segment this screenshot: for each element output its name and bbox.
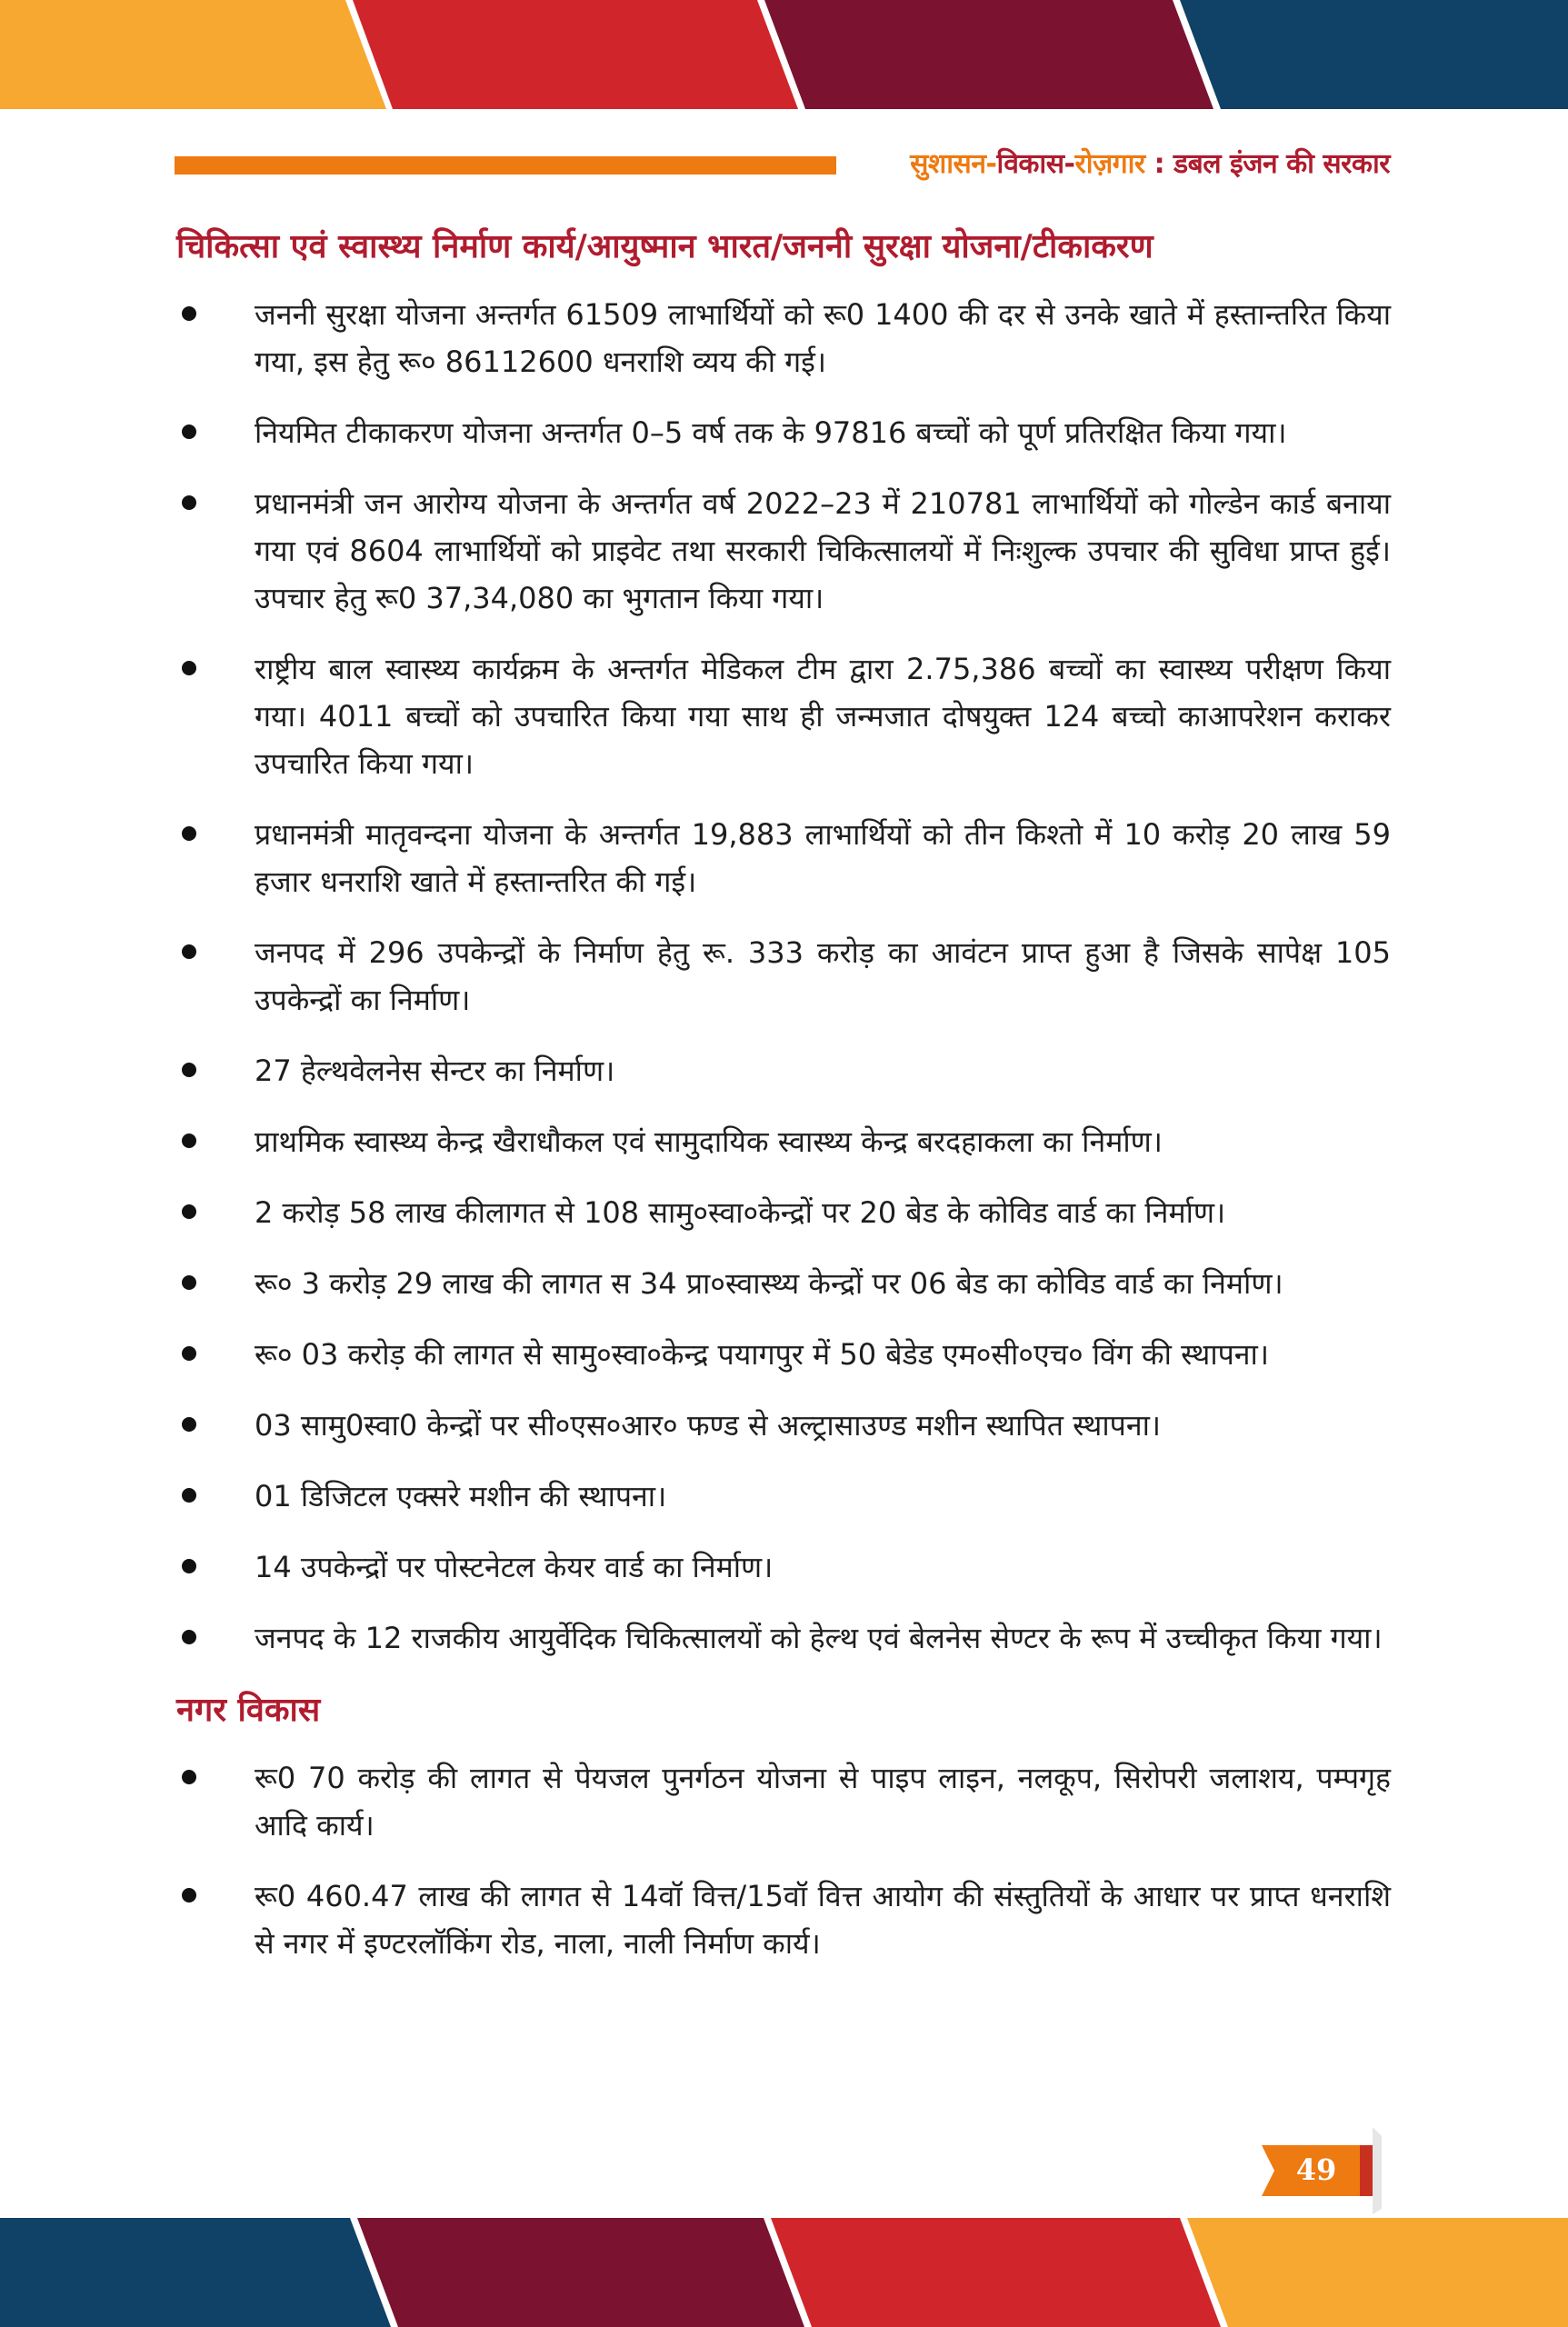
list-item-text: रू0 70 करोड़ की लागत से पेयजल पुनर्गठन योजना से पाइप लाइन, नलकूप, सिरोपरी जलाशय, पम्पगृह आदि कार्य। [255, 1761, 1391, 1843]
list-item [176, 1118, 1391, 1165]
header-tag-part-4: : डबल इंजन की सरकार [1144, 148, 1390, 180]
list-item [176, 291, 1391, 385]
list-item-text: 27 हेल्थवेलनेस सेन्टर का निर्माण। [255, 1054, 615, 1088]
header-tagline [910, 144, 1390, 181]
bullet-icon [182, 661, 196, 675]
health-bullet-list [176, 291, 1391, 1662]
bullet-icon [182, 944, 196, 959]
bullet-icon [182, 424, 196, 439]
list-item-text: रू0 460.47 लाख की लागत से 14वॉ वित्त/15वॉ वित्त आयोग की संस्तुतियों के आधार पर प्राप्त धनराशि से नगर में इण्टरलॉकिंग रोड, नाला, नाली निर्माण कार्य। [255, 1879, 1391, 1961]
bullet-icon [182, 1559, 196, 1573]
list-item [176, 480, 1391, 622]
list-item [176, 1047, 1391, 1094]
bullet-icon [182, 1770, 196, 1784]
list-item [176, 645, 1391, 787]
list-item [176, 1614, 1391, 1662]
list-item [176, 929, 1391, 1024]
list-item-text: 03 सामु0स्वा0 केन्द्रों पर सी०एस०आर० फण्ड से अल्ट्रासाउण्ड मशीन स्थापित स्थापना। [255, 1408, 1162, 1443]
bullet-icon [182, 1275, 196, 1290]
list-item [176, 811, 1391, 905]
header-tag-part-2: विकास- [996, 148, 1075, 180]
list-item-text: रू० 03 करोड़ की लागत से सामु०स्वा०केन्द्र पयागपुर में 50 बेडेड एम०सी०एच० विंग की स्थापना। [255, 1337, 1269, 1372]
header-tag-part-3: रोज़गार [1074, 148, 1145, 180]
urban-bullet-list [176, 1754, 1391, 1967]
bullet-icon [182, 1204, 196, 1219]
list-item-text: प्रधानमंत्री मातृवन्दना योजना के अन्तर्गत 19,883 लाभार्थियों को तीन किश्तो में 10 करोड़ 20 लाख 59 हजार धनराशि खाते में हस्तान्तरित की गई। [255, 817, 1391, 899]
bullet-icon [182, 1134, 196, 1148]
page-content [176, 224, 1391, 1991]
top-color-band [0, 0, 1568, 109]
list-item-text: 01 डिजिटल एक्सरे मशीन की स्थापना। [255, 1479, 667, 1513]
bottom-color-band [0, 2218, 1568, 2327]
list-item-text: जनपद के 12 राजकीय आयुर्वेदिक चिकित्सालयों को हेल्थ एवं बेलनेस सेण्टर के रूप में उच्चीकृत किया गया। [255, 1621, 1383, 1655]
bullet-icon [182, 495, 196, 510]
list-item-text: राष्ट्रीय बाल स्वास्थ्य कार्यक्रम के अन्तर्गत मेडिकल टीम द्वारा 2.75,386 बच्चों का स्वास्थ्य परीक्षण किया गया। 4011 बच्चों को उपचारित किया गया साथ ही जन्मजात दोषयुक्त 124 बच्चो काआपरेशन कराकर उपचारित किया गया। [255, 652, 1391, 781]
list-item [176, 1402, 1391, 1449]
section-heading-health: चिकित्सा एवं स्वास्थ्य निर्माण कार्य/आयुष्मान भारत/जननी सुरक्षा योजना/टीकाकरण [176, 228, 1154, 265]
header-rule [175, 156, 836, 175]
list-item [176, 1873, 1391, 1967]
section-heading-urban-development: नगर विकास [176, 1692, 321, 1729]
list-item [176, 1189, 1391, 1236]
list-item-text: 14 उपकेन्द्रों पर पोस्टनेटल केयर वार्ड का निर्माण। [255, 1550, 774, 1584]
list-item [176, 1543, 1391, 1591]
bullet-icon [182, 1063, 196, 1077]
list-item [176, 1754, 1391, 1849]
list-item-text: नियमित टीकाकरण योजना अन्तर्गत 0–5 वर्ष तक के 97816 बच्चों को पूर्ण प्रतिरक्षित किया गया। [255, 415, 1287, 450]
bullet-icon [182, 1630, 196, 1644]
bullet-icon [182, 1888, 196, 1903]
header-tag-part-1: सुशासन- [910, 148, 997, 180]
page-number: 49 [1295, 2152, 1337, 2187]
list-item-text: 2 करोड़ 58 लाख कीलागत से 108 सामु०स्वा०केन्द्रों पर 20 बेड के कोविड वार्ड का निर्माण। [255, 1195, 1226, 1230]
list-item-text: जननी सुरक्षा योजना अन्तर्गत 61509 लाभार्थियों को रू0 1400 की दर से उनके खाते में हस्तान्तरित किया गया, इस हेतु रू० 86112600 धनराशि व्यय की गई। [255, 297, 1391, 379]
list-item-text: जनपद में 296 उपकेन्द्रों के निर्माण हेतु रू. 333 करोड़ का आवंटन प्राप्त हुआ है जिसके सापेक्ष 105 उपकेन्द्रों का निर्माण। [255, 935, 1391, 1017]
list-item-text: रू० 3 करोड़ 29 लाख की लागत स 34 प्रा०स्वास्थ्य केन्द्रों पर 06 बेड का कोविड वार्ड का निर्माण। [255, 1266, 1283, 1301]
list-item-text: प्राथमिक स्वास्थ्य केन्द्र खैराधौकल एवं सामुदायिक स्वास्थ्य केन्द्र बरदहाकला का निर्माण। [255, 1124, 1163, 1159]
list-item [176, 1473, 1391, 1520]
list-item [176, 409, 1391, 456]
bullet-icon [182, 306, 196, 321]
page-number-badge [1262, 2123, 1389, 2218]
list-item [176, 1260, 1391, 1307]
bullet-icon [182, 1417, 196, 1432]
bullet-icon [182, 1346, 196, 1361]
bullet-icon [182, 1488, 196, 1503]
list-item [176, 1331, 1391, 1378]
bullet-icon [182, 826, 196, 841]
list-item-text: प्रधानमंत्री जन आरोग्य योजना के अन्तर्गत वर्ष 2022–23 में 210781 लाभार्थियों को गोल्डेन कार्ड बनाया गया एवं 8604 लाभार्थियों को प्राइवेट तथा सरकारी चिकित्सालयों में निःशुल्क उपचार की सुविधा प्राप्त हुई। उपचार हेतु रू0 37,34,080 का भुगतान किया गया। [255, 486, 1391, 615]
